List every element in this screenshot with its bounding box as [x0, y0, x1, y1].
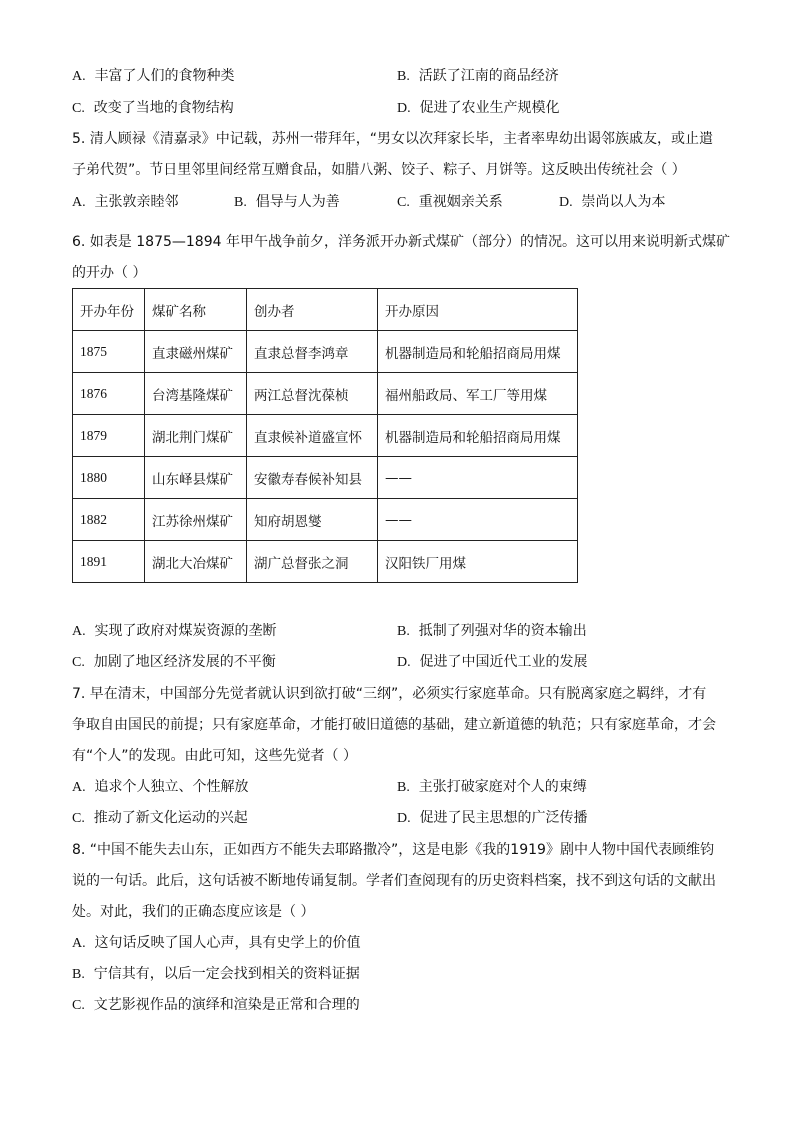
table-cell: 知府胡恩燮 — [247, 499, 378, 541]
q5-option-a: A. 主张敦亲睦邻 — [72, 194, 179, 210]
q5-stem-line-2: 子弟代贺”。节日里邻里间经常互赠食品，如腊八粥、饺子、粽子、月饼等。这反映出传统社会（ ） — [72, 162, 686, 178]
header-cell-mine: 煤矿名称 — [145, 289, 247, 331]
table-cell: 直隶磁州煤矿 — [145, 331, 247, 373]
header-cell-year: 开办年份 — [73, 289, 145, 331]
table-cell: 直隶候补道盛宣怀 — [247, 415, 378, 457]
table-cell: 湖北大冶煤矿 — [145, 541, 247, 583]
table-cell: —— — [378, 457, 578, 499]
q7-option-a: A. 追求个人独立、个性解放 — [72, 779, 249, 795]
table-cell: 福州船政局、军工厂等用煤 — [378, 373, 578, 415]
q4-option-a: A. 丰富了人们的食物种类 — [72, 68, 235, 84]
table-row — [73, 415, 578, 457]
q6-stem-line-2: 的开办（ ） — [72, 265, 147, 281]
table-cell: 1876 — [73, 373, 145, 415]
q7-stem-line-1: 7. 早在清末，中国部分先觉者就认识到欲打破“三纲”，必须实行家庭革命。只有脱离家庭之羁绊，才有 — [72, 686, 707, 702]
table-cell: 直隶总督李鸿章 — [247, 331, 378, 373]
coal-mine-table — [72, 288, 578, 583]
q5-option-b: B. 倡导与人为善 — [234, 194, 340, 210]
q5-option-c: C. 重视姻亲关系 — [397, 194, 503, 210]
header-cell-reason: 开办原因 — [378, 289, 578, 331]
table-row — [73, 457, 578, 499]
table-cell: 汉阳铁厂用煤 — [378, 541, 578, 583]
q6-option-a: A. 实现了政府对煤炭资源的垄断 — [72, 623, 277, 639]
table-cell: 1879 — [73, 415, 145, 457]
q8-option-c: C. 文艺影视作品的演绎和渲染是正常和合理的 — [72, 997, 360, 1013]
header-cell-founder: 创办者 — [247, 289, 378, 331]
table-cell: 1891 — [73, 541, 145, 583]
q4-option-d: D. 促进了农业生产规模化 — [397, 100, 560, 116]
table-row — [73, 499, 578, 541]
q8-stem-line-2: 说的一句话。此后，这句话被不断地传诵复制。学者们查阅现有的历史资料档案，找不到这句话的文献出 — [72, 873, 716, 889]
q5-option-d: D. 崇尚以人为本 — [559, 194, 666, 210]
q7-stem-line-3: 有“个人”的发现。由此可知，这些先觉者（ ） — [72, 748, 357, 764]
table-cell: 台湾基隆煤矿 — [145, 373, 247, 415]
table-cell: 1880 — [73, 457, 145, 499]
table-cell: 安徽寿春候补知县 — [247, 457, 378, 499]
table-cell: 机器制造局和轮船招商局用煤 — [378, 331, 578, 373]
table-cell: 江苏徐州煤矿 — [145, 499, 247, 541]
table-cell: 机器制造局和轮船招商局用煤 — [378, 415, 578, 457]
q6-option-c: C. 加剧了地区经济发展的不平衡 — [72, 654, 276, 670]
q7-option-b: B. 主张打破家庭对个人的束缚 — [397, 779, 587, 795]
table-cell: 湖北荆门煤矿 — [145, 415, 247, 457]
q8-stem-line-1: 8. “中国不能失去山东，正如西方不能失去耶路撒冷”，这是电影《我的1919》剧中人物中国代表顾维钧 — [72, 842, 714, 858]
q8-stem-line-3: 处。对此，我们的正确态度应该是（ ） — [72, 904, 315, 920]
q4-option-c: C. 改变了当地的食物结构 — [72, 100, 234, 116]
q6-stem-line-1: 6. 如表是 1875—1894 年甲午战争前夕，洋务派开办新式煤矿（部分）的情况。这可以用来说明新式煤矿 — [72, 234, 730, 250]
q8-option-b: B. 宁信其有，以后一定会找到相关的资料证据 — [72, 966, 360, 982]
table-row — [73, 373, 578, 415]
q6-option-b: B. 抵制了列强对华的资本输出 — [397, 623, 587, 639]
table-cell: 湖广总督张之洞 — [247, 541, 378, 583]
q7-option-d: D. 促进了民主思想的广泛传播 — [397, 810, 588, 826]
q6-option-d: D. 促进了中国近代工业的发展 — [397, 654, 588, 670]
table-cell: —— — [378, 499, 578, 541]
table-row — [73, 541, 578, 583]
table-row — [73, 331, 578, 373]
table-cell: 1875 — [73, 331, 145, 373]
table-header-row — [73, 289, 578, 331]
q8-option-a: A. 这句话反映了国人心声，具有史学上的价值 — [72, 935, 361, 951]
q7-stem-line-2: 争取自由国民的前提；只有家庭革命，才能打破旧道德的基础，建立新道德的轨范；只有家庭革命，才会 — [72, 717, 716, 733]
q4-option-b: B. 活跃了江南的商品经济 — [397, 68, 559, 84]
q7-option-c: C. 推动了新文化运动的兴起 — [72, 810, 248, 826]
table-cell: 两江总督沈葆桢 — [247, 373, 378, 415]
table-cell: 山东峄县煤矿 — [145, 457, 247, 499]
q5-stem-line-1: 5. 清人顾禄《清嘉录》中记载，苏州一带拜年，“男女以次拜家长毕，主者率卑幼出谒邻族戚友，或止遣 — [72, 131, 714, 147]
table-cell: 1882 — [73, 499, 145, 541]
